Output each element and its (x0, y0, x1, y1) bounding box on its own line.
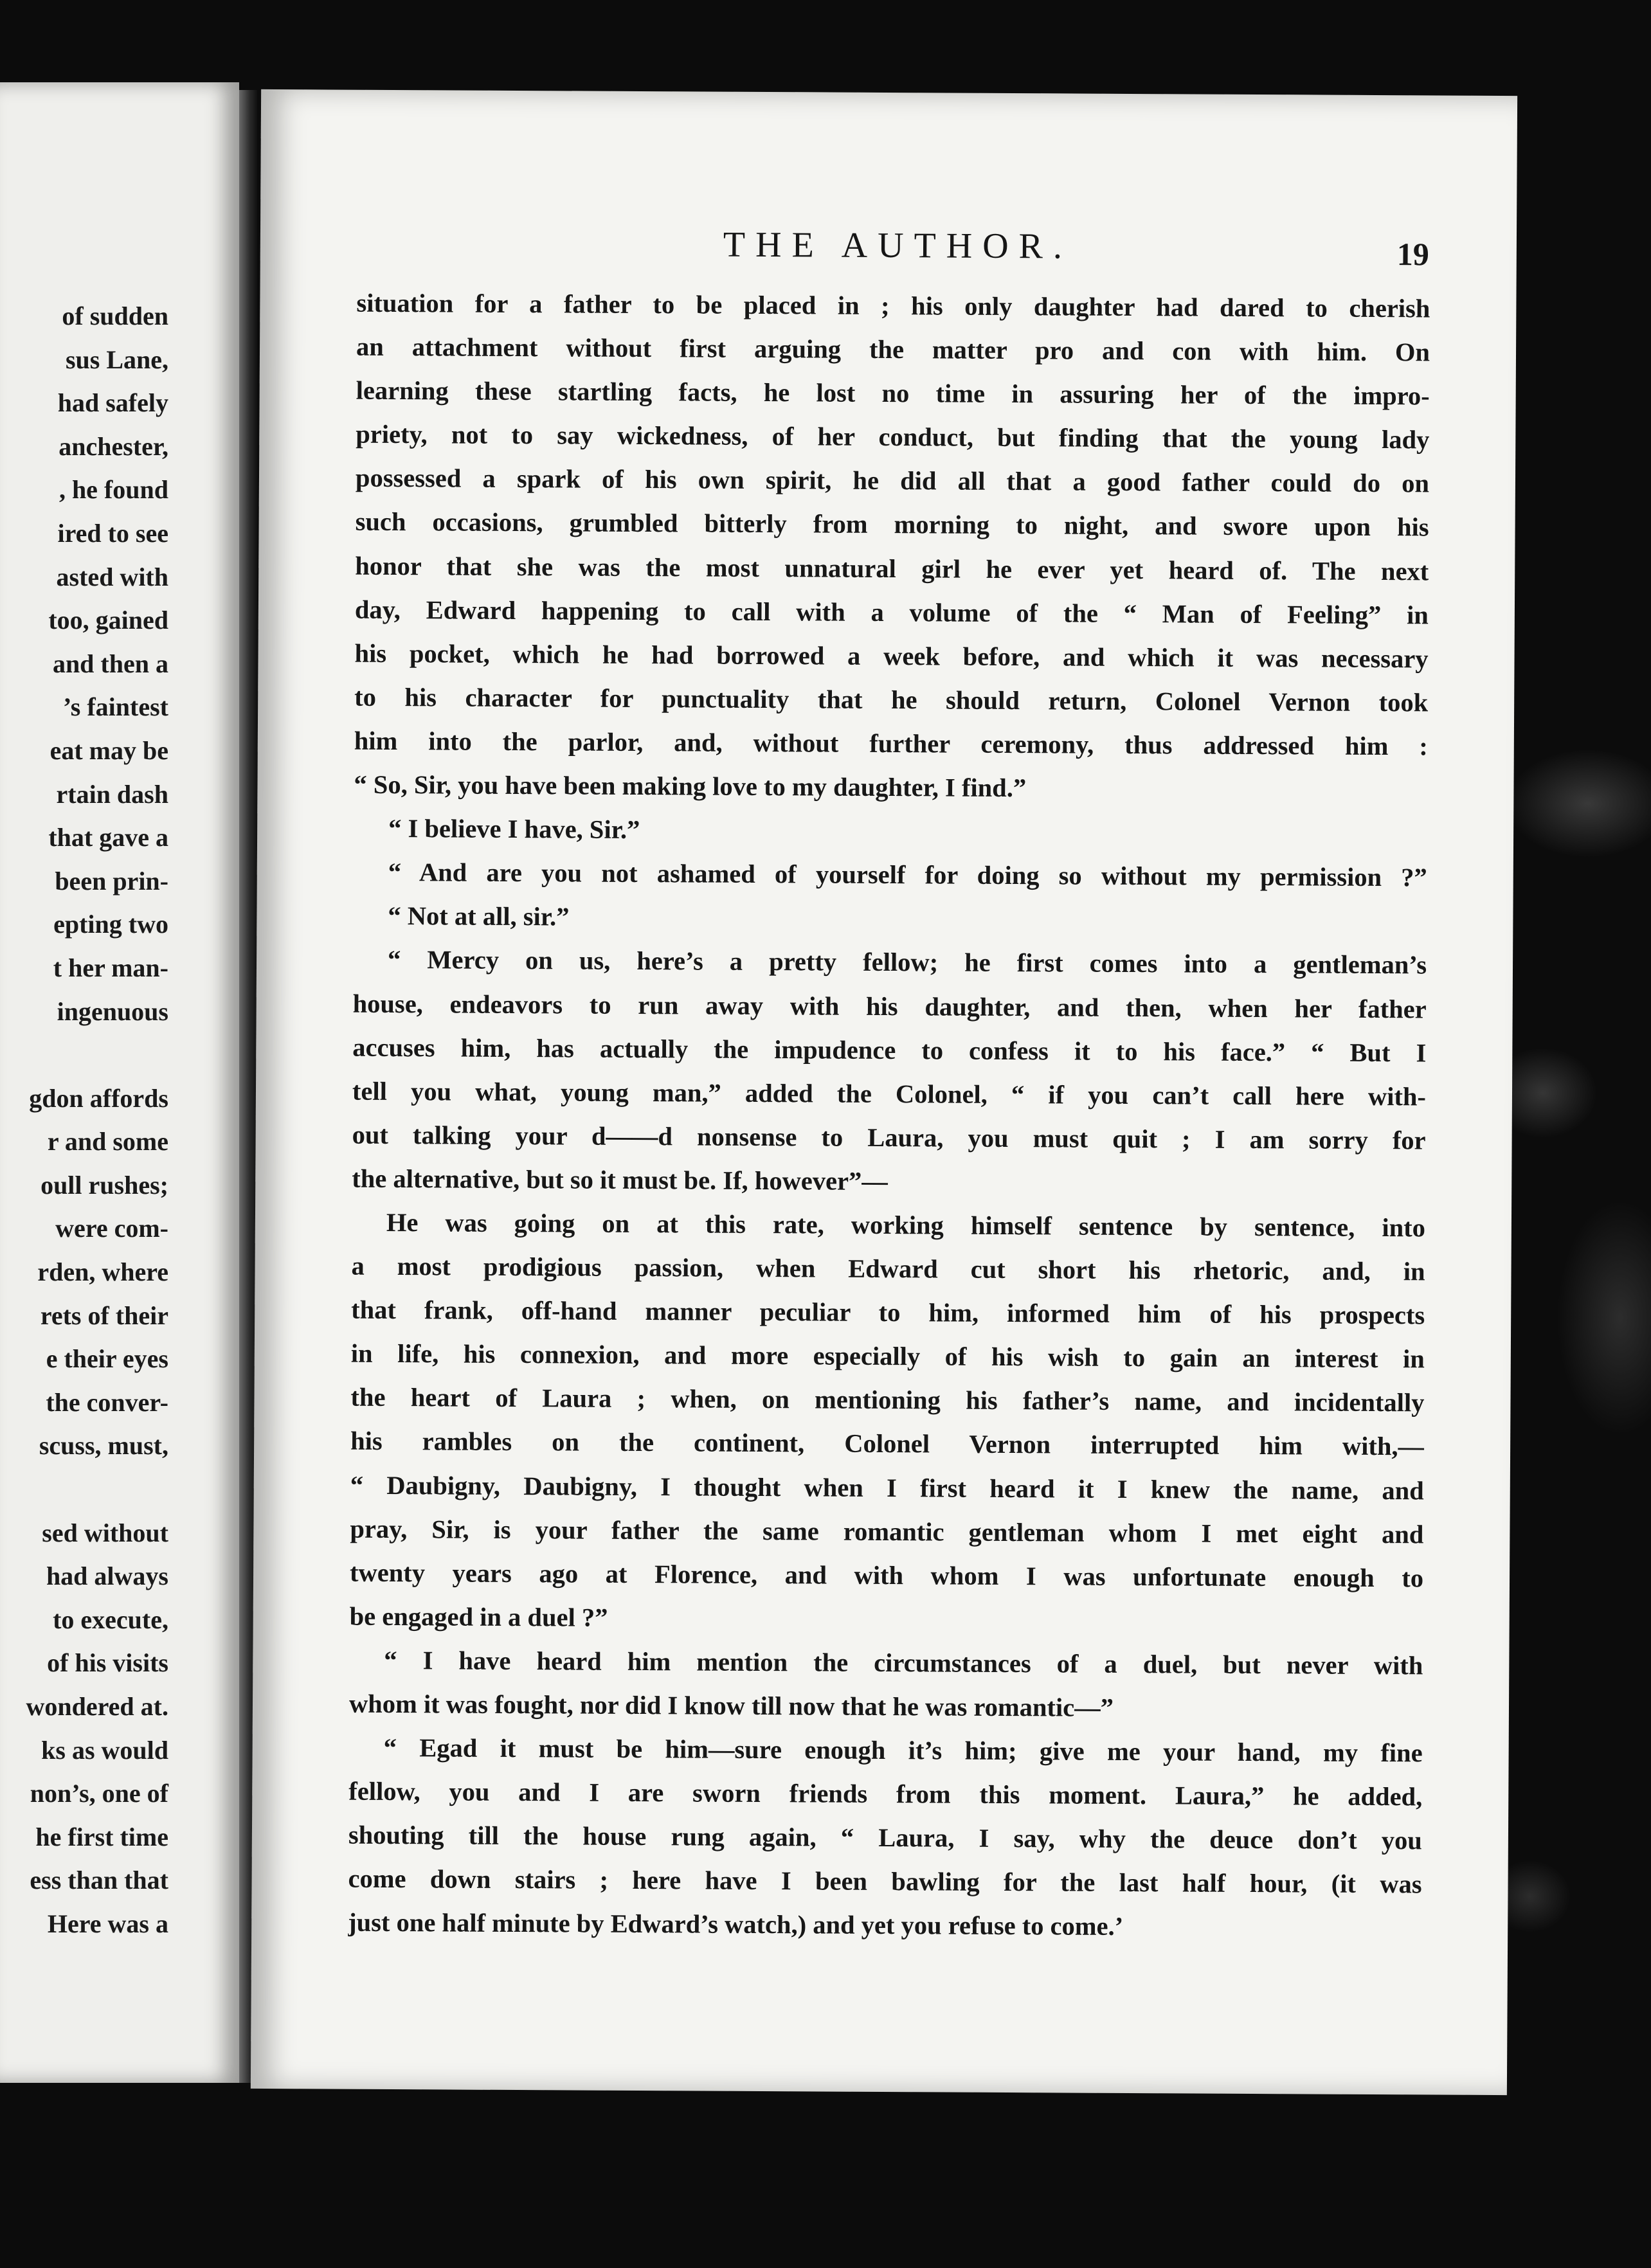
facing-page-line: anchester, (59, 431, 168, 461)
text-line: “ So, Sir, you have been making love to my daughter, I find.” (354, 770, 1027, 803)
facing-page-line: to execute, (53, 1605, 168, 1634)
text-line: in life, his connexion, and more especially of his wish to gain an interest in (350, 1338, 1425, 1374)
facing-page-line (0, 1033, 168, 1077)
text-line: such occasions, grumbled bitterly from morning to night, and swore upon his (355, 507, 1429, 542)
text-line: day, Edward happening to call with a volume of the “ Man of Feeling” in (354, 595, 1429, 630)
facing-page-line: ired to see (57, 518, 168, 548)
facing-page-line: ingenuous (57, 996, 168, 1026)
text-line: pray, Sir, is your father the same romantic gentleman whom I met eight and (350, 1514, 1424, 1549)
facing-page-line: ’s faintest (62, 692, 168, 722)
facing-page-line: , he found (59, 475, 168, 505)
facing-page-line: scuss, must, (39, 1431, 168, 1461)
facing-page-line: rtain dash (56, 779, 168, 809)
page-19 (251, 89, 1517, 2095)
text-line: a most prodigious passion, when Edward cut short his rhetoric, and, in (351, 1251, 1425, 1286)
facing-page-line: gdon affords (29, 1083, 168, 1113)
facing-page-line: t her man- (53, 953, 168, 982)
facing-page-line: that gave a (48, 823, 168, 852)
text-line: He was going on at this rate, working himself sentence by sentence, into (386, 1207, 1426, 1243)
facing-page-line (0, 1468, 168, 1511)
facing-page-line: been prin- (55, 866, 168, 896)
text-line: twenty years ago at Florence, and with whom I was unfortunate enough to (349, 1558, 1424, 1593)
text-line: “ And are you not ashamed of yourself for doing so without my permission ?” (388, 858, 1427, 892)
facing-page-line: sed without (42, 1518, 168, 1547)
text-line: “ Egad it must be him—sure enough it’s him; give me your hand, my fine (383, 1733, 1423, 1768)
text-line: come down stairs ; here have I been bawling for the last half hour, (it was (348, 1864, 1422, 1899)
facing-page-line: the conver- (46, 1387, 168, 1417)
text-line: fellow, you and I are sworn friends from this moment. Laura,” he added, (348, 1776, 1423, 1812)
facing-page-line: r and some (47, 1127, 168, 1156)
text-line: his rambles on the continent, Colonel Vernon interrupted him with,— (350, 1426, 1425, 1461)
facing-page-line: he first time (35, 1822, 168, 1851)
facing-page-line: too, gained (48, 606, 168, 635)
text-line: “ Not at all, sir.” (388, 901, 570, 932)
text-line: to his character for punctuality that he should return, Colonel Vernon took (354, 682, 1429, 717)
facing-page-line: asted with (56, 562, 168, 591)
facing-page-left (0, 82, 239, 2083)
facing-page-line: and then a (52, 649, 168, 678)
text-line: honor that she was the most unnatural girl he ever yet heard of. The next (355, 551, 1429, 586)
text-line: whom it was fought, nor did I know till now that he was romantic—” (348, 1689, 1114, 1722)
text-line: out talking your d——d nonsense to Laura, you must quit ; I am sorry for (352, 1120, 1426, 1155)
facing-page-line: were com- (55, 1214, 168, 1243)
text-line: his pocket, which he had borrowed a week before, and which it was necessary (354, 638, 1429, 674)
text-line: “ Daubigny, Daubigny, I thought when I first heard it I knew the name, and (350, 1470, 1424, 1505)
text-line: “ I have heard him mention the circumstances of a duel, but never with (384, 1645, 1423, 1680)
facing-page-line: epting two (53, 910, 168, 939)
facing-page-line: had safely (57, 388, 168, 418)
text-line: the heart of Laura ; when, on mentioning his father’s name, and incidentally (350, 1383, 1425, 1418)
page-number: 19 (1396, 236, 1429, 273)
running-head: THE AUTHOR. (723, 224, 1073, 267)
text-line: priety, not to say wickedness, of her conduct, but finding that the young lady (356, 419, 1430, 455)
facing-page-line: wondered at. (26, 1692, 168, 1721)
facing-page-line: rets of their (40, 1300, 168, 1330)
facing-page-line: had always (46, 1562, 168, 1591)
text-line: the alternative, but so it must be. If, however”— (352, 1164, 888, 1196)
facing-page-line: ess than that (30, 1866, 168, 1895)
text-line: him into the parlor, and, without further ceremony, thus addressed him : (354, 726, 1428, 761)
facing-page-line: eat may be (50, 735, 168, 765)
text-line: an attachment without first arguing the matter pro and con with him. On (356, 332, 1430, 367)
facing-page-text (0, 294, 168, 1946)
facing-page-line: oull rushes; (41, 1170, 168, 1200)
facing-page-line: sus Lane, (65, 345, 168, 374)
text-line: possessed a spark of his own spirit, he did all that a good father could do on (355, 464, 1430, 498)
text-line: learning these startling facts, he lost no time in assuring her of the impro- (356, 375, 1430, 411)
text-line: “ I believe I have, Sir.” (388, 814, 640, 845)
text-line: just one half minute by Edward’s watch,) and yet you refuse to come.’ (348, 1908, 1124, 1941)
facing-page-line: e their eyes (46, 1344, 168, 1374)
text-line: that frank, off-hand manner peculiar to him, informed him of his prospects (351, 1295, 1425, 1330)
body-text (348, 282, 1430, 1950)
text-line: be engaged in a duel ?” (349, 1601, 608, 1632)
text-line: “ Mercy on us, here’s a pretty fellow; he first comes into a gentleman’s (387, 945, 1427, 980)
facing-page-line: of his visits (47, 1648, 168, 1678)
text-line: tell you what, young man,” added the Colonel, “ if you can’t call here with- (352, 1076, 1427, 1112)
facing-page-line: Here was a (47, 1909, 168, 1938)
text-line: accuses him, has actually the impudence to confess it to his face.” “ But I (352, 1032, 1427, 1068)
facing-page-line: ks as would (41, 1735, 168, 1765)
text-line: situation for a father to be placed in ; his only daughter had dared to cherish (356, 288, 1430, 323)
text-line: shouting till the house rung again, “ Laura, I say, why the deuce don’t you (348, 1820, 1423, 1855)
text-line: house, endeavors to run away with his daughter, and then, when her father (352, 989, 1427, 1023)
facing-page-line: of sudden (62, 302, 168, 330)
facing-page-line: rden, where (37, 1257, 168, 1287)
facing-page-line: non’s, one of (30, 1779, 168, 1808)
